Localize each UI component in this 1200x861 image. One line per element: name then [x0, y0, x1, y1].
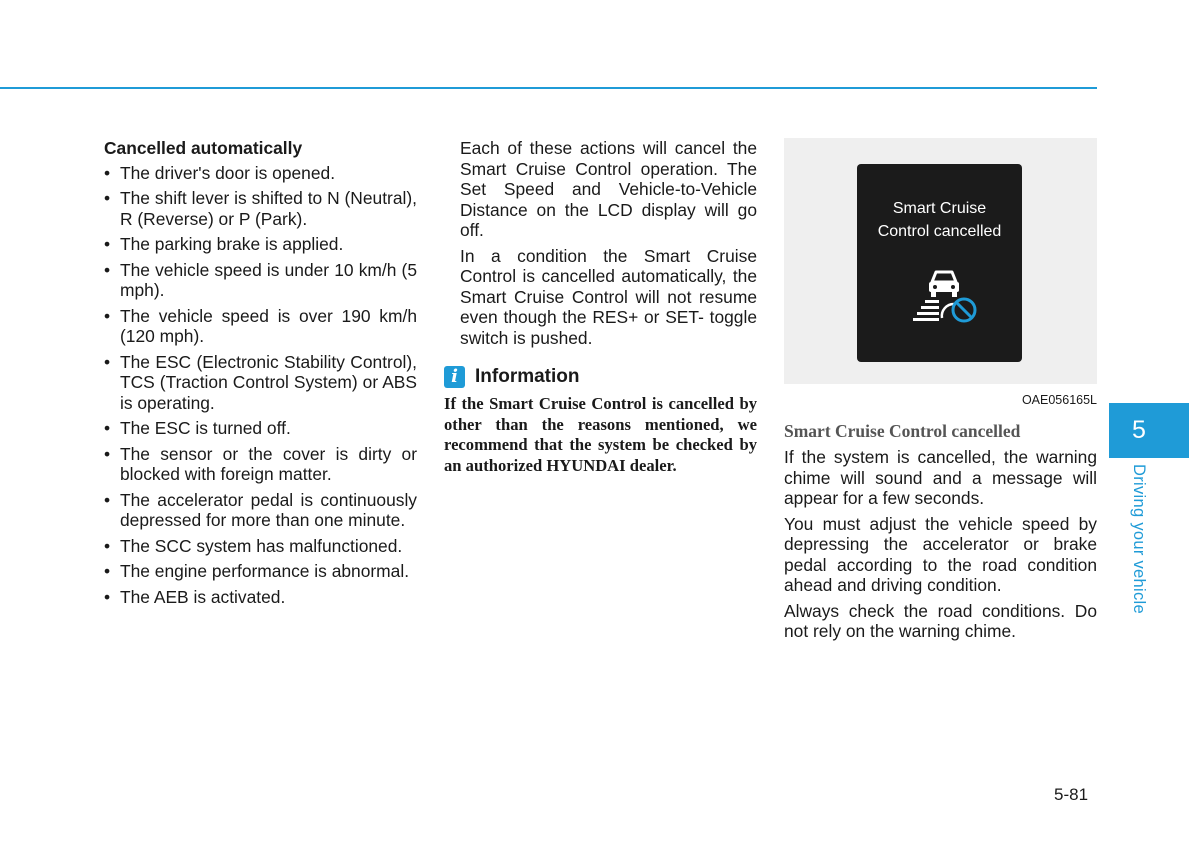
body-paragraph: You must adjust the vehicle speed by depressing the accelerator or brake pedal according to the road condition ahead and driving condition.	[784, 513, 1097, 595]
lcd-line-2: Control cancelled	[877, 223, 1002, 240]
lcd-line-1: Smart Cruise	[892, 200, 987, 217]
body-paragraph: If the system is cancelled, the warning chime will sound and a message will appear for a few seconds.	[784, 447, 1097, 508]
middle-column	[444, 138, 757, 476]
section-heading: Cancelled automatically	[104, 138, 303, 158]
information-title: Information	[475, 365, 580, 387]
cluster-figure	[784, 138, 1097, 384]
body-paragraph: Always check the road conditions. Do not rely on the warning chime.	[784, 600, 1097, 641]
lcd-message	[857, 197, 1022, 243]
lcd-display	[857, 164, 1022, 362]
figure-caption: Smart Cruise Control cancelled	[784, 420, 1021, 441]
chapter-number-tab: 5	[1109, 403, 1189, 458]
list-item: • The engine performance is abnormal.	[104, 561, 417, 582]
cancel-conditions-list	[104, 163, 417, 608]
body-paragraph: In a condition the Smart Cruise Control is cancelled automatically, the Smart Cruise Control will not resume even though the RES+ or SET- toggle switch is pushed.	[460, 245, 757, 348]
list-item: • The ESC is turned off.	[104, 418, 417, 439]
figure-code: OAE056165L	[1021, 393, 1097, 407]
list-item: • The driver's door is opened.	[104, 163, 417, 184]
list-item: • The accelerator pedal is continuously depressed for more than one minute.	[104, 490, 417, 531]
list-item: • The SCC system has malfunctioned.	[104, 536, 417, 557]
scc-cancel-icon	[912, 268, 984, 324]
right-column	[784, 138, 1097, 647]
list-item: • The parking brake is applied.	[104, 234, 417, 255]
information-header	[444, 366, 757, 388]
info-icon: i	[444, 366, 465, 388]
list-item: • The sensor or the cover is dirty or blocked with foreign matter.	[104, 444, 417, 485]
list-item: • The AEB is activated.	[104, 587, 417, 608]
list-item: • The shift lever is shifted to N (Neutral), R (Reverse) or P (Park).	[104, 188, 417, 229]
left-column	[104, 138, 417, 612]
body-paragraph: Each of these actions will cancel the Smart Cruise Control operation. The Set Speed and Vehicle-to-Vehicle Distance on the LCD display will go off.	[460, 138, 757, 240]
list-item: • The ESC (Electronic Stability Control), TCS (Traction Control System) or ABS is operating.	[104, 352, 417, 414]
information-body: If the Smart Cruise Control is cancelled by other than the reasons mentioned, we recommend that the system be checked by an authorized HYUNDAI dealer.	[444, 394, 757, 475]
list-item: • The vehicle speed is under 10 km/h (5 mph).	[104, 260, 417, 301]
chapter-title: Driving your vehicle	[1130, 464, 1148, 614]
list-item: • The vehicle speed is over 190 km/h (120 mph).	[104, 306, 417, 347]
page-number: 5-81	[1054, 785, 1089, 804]
top-rule	[0, 87, 1097, 89]
